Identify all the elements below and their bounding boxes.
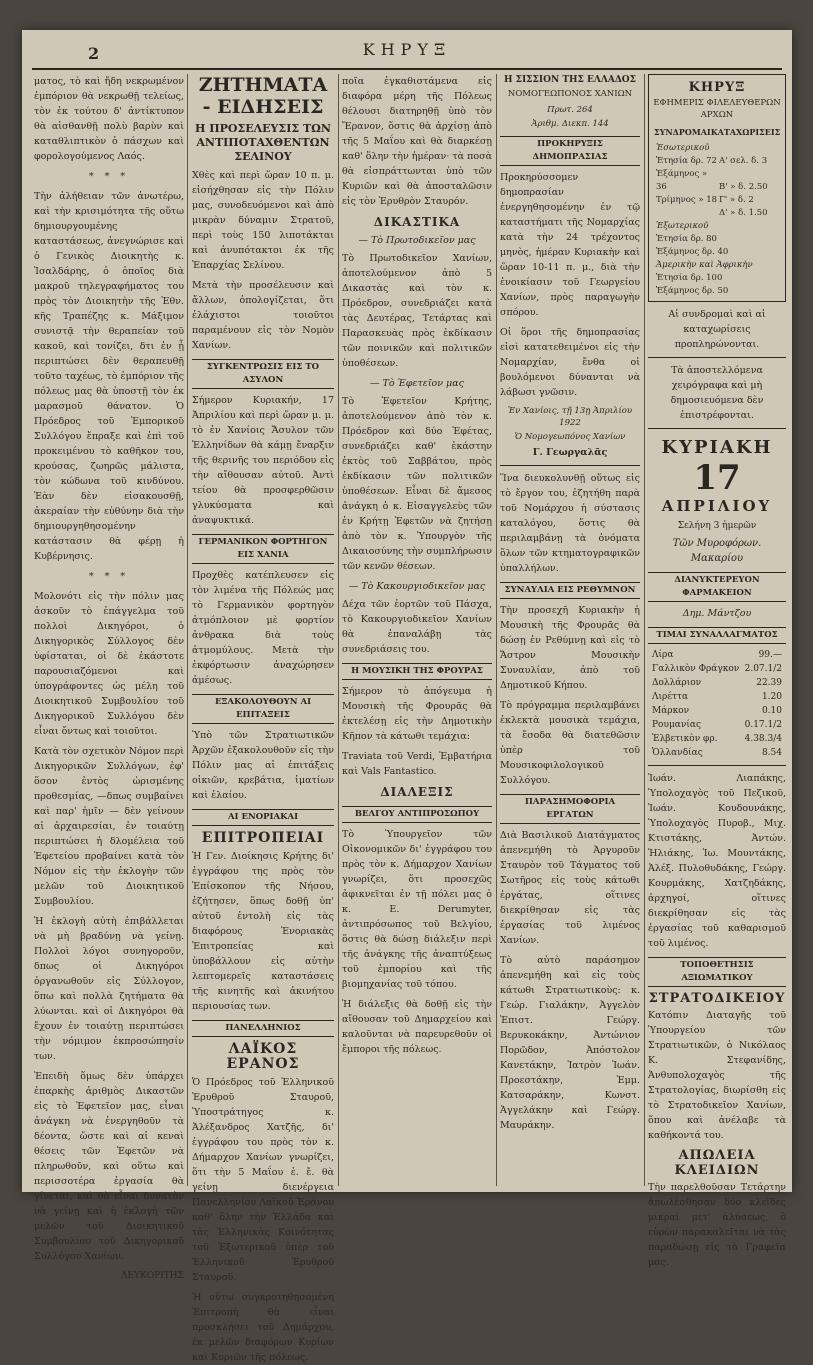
calendar-day: ΚΥΡΙΑΚΗ — [661, 437, 773, 458]
news-subtitle: — Τὸ Πρωτοδικεῖον μας — [358, 235, 476, 246]
news-text: Χθὲς καὶ περὶ ὥραν 10 π. μ. εἰσήχθησαν εἰς τὴν Πόλιν μας, συνοδευόμενοι καὶ ἀπὸ μικρὰν δύναμιν Στρατοῦ, περὶ τοὺς 150 λιποτάκται καὶ ἀνυπότακτοι ἐκ τῆς Ἐπαρχίας Σελίνου. — [192, 170, 334, 271]
exchange-rate-row — [648, 676, 786, 690]
subscription-group: Ἐσωτερικοῦ — [656, 143, 710, 153]
exchange-rate-row — [648, 732, 786, 746]
news-text: Προκηρύσσομεν δημοπρασίαν ἐνεργηθησομένην ἐν τῷ καταστήματι τῆς Νομαρχίας κατὰ τὴν 24 τρέχοντος μηνὸς, ἡμέραν Κυριακὴν καὶ ὥραν 10-11 π. μ., διὰ τὴν ἐνοικίασιν τοῦ Γεωργείου Χανίων, πρὸς παραγωγὴν σπόρου. — [500, 172, 640, 318]
subscription-price: Ἐτησία δρ. 80 — [656, 234, 717, 244]
currency-value: 99.— — [758, 650, 782, 660]
notice-signer-name: Γ. Γεωργαλᾶς — [532, 447, 608, 458]
news-title: Η ΠΡΟΣΕΛΕΥΣΙΣ ΤΩΝ ΑΝΤΙΠΟΤΑΧΘΕΝΤΩΝ ΣΕΛΙΝΟΥ — [195, 122, 331, 163]
news-text: Τὴν παρελθοῦσαν Τετάρτην ἀπωλέσθησαν δύο κλεῖδες μικραὶ μετ' ἁλύσεως, ὁ εὑρὼν παρακαλεῖται νὰ τὰς παραδώσῃ εἰς τὰ Γραφεῖα μας. — [648, 1182, 786, 1268]
saints-of-day: Τῶν Μυροφόρων. Μακαρίου — [672, 538, 762, 564]
news-text: Διὰ Βασιλικοῦ Διατάγματος ἀπενεμήθη τὸ Ἀργυροῦν Σταυρὸν τοῦ Τάγματος τοῦ Σωτῆρος εἰς τοὺς κάτωθι ἐργάτας, οἵτινες διεκρίθησαν εἰς τὰς ἐργασίας τοῦ λιμένος Χανίων. — [500, 830, 640, 946]
news-title: ΑΠΩΛΕΙΑ ΚΛΕΙΔΙΩΝ — [674, 1148, 760, 1178]
column-2 — [192, 74, 334, 1363]
insertion-price: Γ' » δ. 2 — [719, 195, 754, 205]
subscription-table-header — [652, 125, 782, 140]
currency-name: Λίρα — [652, 650, 674, 660]
currency-value: 0.17.1/2 — [744, 720, 782, 730]
section-separator: * * * — [88, 571, 130, 582]
news-text: Τὸ Ὑπουργεῖον τῶν Οἰκονομικῶν δι' ἐγγράφου του πρὸς τὸν κ. Δήμαρχον Χανίων γνωρίζει, ὅτι προσεχῶς ἀφικνεῖται ἐν τῇ πόλει μας ὁ κ. E. Derumyter, ἀντιπρόσωπος τοῦ Βελγίου, ὅστις θὰ δώσῃ διάλεξιν περὶ τῆς ἀνάγκης τῆς ἀναπτύξεως τοῦ ἐμπορίου καὶ τῆς βιομηχανίας τοῦ τόπου. — [342, 829, 492, 990]
section-separator: * * * — [88, 171, 130, 182]
notice-reference: Ἀριθμ. Διεκπ. 144 — [531, 119, 609, 129]
news-title: ΒΕΛΓΟΥ ΑΝΤΙΠΡΟΣΩΠΟΥ — [342, 806, 492, 823]
news-title: ΑΙ ΕΝΟΡΙΑΚΑΙ — [192, 809, 334, 826]
subscription-subtitle: ΕΦΗΜΕΡΙΣ ΦΙΛΕΛΕΥΘΕΡΩΝ ΑΡΧΩΝ — [653, 98, 781, 120]
section-headline: ΖΗΤΗΜΑΤΑ - ΕΙΔΗΣΕΙΣ — [198, 74, 328, 118]
news-text: Ὑπὸ τῶν Στρατιωτικῶν Ἀρχῶν ἐξακολουθοῦν εἰς τὴν Πόλιν μας αἱ ἐπιτάξεις οἰκιῶν, κρεβάτια, ἰματίων καὶ ἐλαίου. — [192, 730, 334, 801]
notice-subheader: ΝΟΜΟΓΕΩΠΟΝΟΣ ΧΑΝΙΩΝ — [507, 89, 633, 99]
page-number: 2 — [88, 44, 100, 63]
news-title: ΔΙΚΑΣΤΙΚΑ — [373, 215, 461, 229]
article-paragraph: Τὴν ἀλήθειαν τῶν ἀνωτέρω, καὶ τὴν κρισιμότητα τῆς οὕτω δημιουργουμένης καταστάσεως, ἀνεγνώρισε καὶ ὁ Γενικὸς Διοικητὴς κ. Ἰσαλδάρης, ὁ ὁποῖος διὰ μακροῦ τηλεγραφήματος του πρὸς τὸν Διοικητὴν τῆς Ἐθν. κῆς Τραπέζης κ. Μάξιμον συνιστᾷ τὴν θεραπείαν τοῦ κακοῦ, καὶ τονίζει, δτι ἐν ᾗ περιπτώσει δὲν θεραπευθῇ τοῦτο ταχέως, τὸ ἐμπόριον τῆς πόλεως μας θὰ ὑποστῇ τὸν ἐκ μαρασμοῦ θάνατον. Ὁ Πρόεδρος τοῦ Ἐμπορικοῦ Συλλόγου ἔπραξε καὶ ἐπὶ τοῦ προκειμένου τὸ καθῆκον του, κρούσας, ζωηρῶς μάλιστα, τὸν κώδωνα τοῦ κινδύνου. Ἐὰν δὲν εἰσακουσθῇ, ἀκεραίαν τὴν εὐθύνην διὰ τὴν δημιουργηθησομένην κατάστασιν θὰ φέρῃ ἡ Κυβέρνησις. — [34, 191, 184, 562]
pharmacy-name: Δημ. Μάντζου — [682, 608, 752, 619]
news-title: ΠΑΡΑΣΗΜΟΦΟΡΙΑ ΕΡΓΑΤΩΝ — [500, 794, 640, 824]
divider — [648, 428, 786, 429]
moon-phase: Σελήνη 3 ἡμερῶν — [677, 521, 757, 531]
news-text: ποῖα ἐγκαθιστάμενα εἰς διαφόρα μέρη τῆς Πόλεως θέλουσι διατηρηθῇ ὑπὸ τὸν Ἔρανον, ὅστις θὰ ἀρχίσῃ ἀπὸ τῆς 5 Μαΐου καὶ θὰ διαρκέσῃ καθ' ὅλην τὴν ἡμέραν· τὰ ποσὰ θὰ εἰσπράττωνται ὑπὸ τῶν Κυριῶν καὶ θὰ ἀποσταλῶσιν εἰς τὸν Ἐρυθρὸν Σταυρόν. — [342, 76, 492, 207]
news-text: Ἰωάν. Λιαπάκης, Ὑπολοχαγὸς τοῦ Πεζικοῦ, Ἰωάν. Κουδουνάκης, Ὑπολοχαγὸς Πυροβ., Μιχ. Κτιστάκης, Ἀντών. Ἠλιάκης, Ἰω. Μουντάκης, Ἀλέξ. Πυλοθυδάκης, Γεώργ. Κουρμάκης, Χατζηδάκης, ἀρχηγοί, οἵτινες διεκρίθησαν εἰς τὰς ἐργασίας τοῦ καθαρισμοῦ τοῦ λιμένος. — [648, 773, 786, 949]
news-text: Δέχα τῶν ἐορτῶν τοῦ Πάσχα, τὸ Κακουργιοδικεῖον Χανίων θὰ ἐπαναλάβῃ τὰς συνεδριάσεις του. — [342, 599, 492, 655]
column-4 — [500, 74, 640, 1186]
subscription-price: Ἐτησία δρ. 72 — [656, 156, 717, 166]
exchange-rates-title: ΤΙΜΑΙ ΣΥΝΑΛΛΑΓΜΑΤΟΣ — [648, 627, 786, 644]
insertion-price: Β' » δ. 2.50 — [719, 182, 768, 192]
newspaper-page — [22, 30, 792, 1363]
news-text: Κατόπιν Διαταγῆς τοῦ Ὑπουργείου τῶν Στρατιωτικῶν, ὁ Νικόλαος Κ. Στεφανίδης, Ἀνθυπολοχαγὸς τῆς Στρατολογίας, διωρίσθη εἰς τὸ Στρατοδικεῖον Χανίων, ὅπου καὶ ἀνέλαβε τὰ καθήκοντά του. — [648, 1010, 786, 1141]
news-text: Οἱ ὅροι τῆς δημοπρασίας εἰσὶ κατατεθειμένοι εἰς τὴν Νομαρχίαν, ἔνθα οἱ βουλόμενοι δύνανται νὰ λάβωσι γνῶσιν. — [500, 327, 640, 398]
news-subtitle: — Τὸ Κακουργιοδικεῖον μας — [348, 581, 486, 592]
divider — [648, 765, 786, 766]
exchange-rate-row — [648, 648, 786, 662]
news-title: ΠΑΝΕΛΛΗΝΙΟΣ — [192, 1020, 334, 1037]
column-divider — [187, 74, 188, 1186]
currency-value: 22.39 — [756, 678, 782, 688]
news-title: Η ΜΟΥΣΙΚΗ ΤΗΣ ΦΡΟΥΡΑΣ — [342, 663, 492, 680]
subscription-note: Αἱ συνδρομαὶ καὶ αἱ καταχωρίσεις προπληρώνονται. — [668, 309, 766, 350]
exchange-rate-row — [648, 704, 786, 718]
news-text: Ἡ διάλεξις θὰ δοθῇ εἰς τὴν αἴθουσαν τοῦ Δημαρχείου καὶ καλοῦνται νὰ παρευρεθοῦν οἱ ἔμποροι τῆς πόλεως. — [342, 999, 492, 1055]
exchange-rate-row — [648, 662, 786, 676]
currency-name: Ἑλβετικὸν φρ. — [652, 734, 718, 744]
subscription-price: Τρίμηνος » 18 — [656, 195, 718, 205]
currency-value: 8.54 — [761, 748, 782, 758]
currency-name: Ὁλλανδίας — [652, 748, 703, 758]
article-paragraph: Ἐπειδὴ ὅμως δὲν ὑπάρχει ἐπαρκὴς ἀριθμὸς Δικαστῶν εἰς τὸ Ἐφετεῖον μας, εἶναι ἀνάγκη νὰ ἐνεργηθοῦν τὰ δέοντα, ὥστε καὶ αἱ κεναὶ θέσεις τῶν Ἐφετῶν νὰ πληρωθοῦν, καὶ οὕτω καὶ περισσοτέρα ἐργασία θὰ γίνεται, καὶ θὰ εἶναι δυνατὸν νὰ γείνῃ καὶ ἡ ἐκλογὴ τῶν μελῶν τοῦ Διοικητικοῦ Συμβουλίου τοῦ Δικηγορικοῦ Συλλόγου Χανίων. — [34, 1071, 184, 1262]
article-paragraph: ματος, τὸ καὶ ἤδη νεκρωμένον ἐμπόριον θὰ νεκρωθῇ τελείως, τὸν ἐκ τούτου δ' ἀντίκτυπον θὰ αἰσθανθῇ πολὺ βαρὺν καὶ καταθλιπτικὸν ὁ πάσχων καὶ φορολογούμενος Λαός. — [34, 76, 184, 162]
subscription-price: Ἑξάμηνος » 36 — [656, 169, 708, 192]
subscription-note: Τὰ ἀποστελλόμενα χειρόγραφα καὶ μὴ δημοσιευόμενα δὲν ἐπιστρέφονται. — [670, 365, 764, 421]
divider — [500, 465, 640, 466]
news-text: Ἵνα διευκολυνθῇ οὕτως εἰς τὸ ἔργον του, ἐζητήθη παρὰ τοῦ Νομάρχου ἡ σύστασις καταλόγου, ὅστις θὰ περιλαμβάνῃ τὰ ὀνόματα ὅλων τῶν κτηματογραφικῶν ὑπαλλήλων. — [500, 473, 640, 574]
news-text: Ὁ Πρόεδρος τοῦ Ἑλληνικοῦ Ἐρυθροῦ Σταυροῦ, Ὑποστράτηγος κ. Ἀλέξανδρος Χατζῆς, δι' ἐγγράφου του πρὸς τὸν κ. Δήμαρχον Χανίων γνωρίζει, ὅτι τὴν 5 Μαΐου ἐ. ἔ. θὰ γείνῃ διενέργεια Πανελληνίου Λαϊκοῦ Ἐράνου καθ' ὅλην τὴν Ἑλλάδα καὶ τὰς Ἑλληνικὰς Κοινότητας τοῦ Ἐξωτερικοῦ ὑπὲρ τοῦ Ἑλληνικοῦ Ἐρυθροῦ Σταυροῦ. — [192, 1077, 334, 1283]
article-paragraph: Κατὰ τὸν σχετικὸν Νόμον περὶ Δικηγορικῶν Συλλόγων, ἐφ' ὅσον ἐντὸς ὡρισμένης προθεσμίας, —δπως συμβαίνει καὶ παρ' ἡμῖν — δὲν γείνουν αἱ ἀρχαιρεσίαι, ἐν τοιαύτῃ περιπτώσει ἡ δλομέλεια τοῦ Ἐφετείου προβαίνει κατὰ τὸν Νόμον εἰς τὴν ἐκλογὴν τῶν μελῶν τοῦ Διοικητικοῦ Συμβουλίου. — [34, 746, 184, 907]
exchange-rate-row — [648, 718, 786, 732]
news-subtitle: — Τὸ Ἐφετεῖον μας — [370, 378, 464, 389]
column-3 — [342, 74, 492, 1186]
currency-value: 1.20 — [761, 692, 782, 702]
currency-name: Ρουμανίας — [652, 720, 701, 730]
news-title: ΛΑΪΚΟΣ ΕΡΑΝΟΣ — [226, 1041, 300, 1072]
paper-title: ΚΗΡΥΞ — [362, 40, 452, 59]
subscription-price: Ἑξάμηνος δρ. 50 — [656, 286, 729, 296]
news-text: Τὸ αὐτὸ παράσημον ἀπενεμήθη καὶ εἰς τοὺς κάτωθι Στρατιωτικοὺς: κ. Γεώρ. Γιαλάκην, Ἀγγελὸν Ἐπιστ. Γεώργ. Βερυκοκάκην, Ἀντώνιον Πορῶδον, Ἀπόστολον Κανετάκην, Ἰατρὸν Ἰωάν. Προεστάκην, Ἐμμ. Κατσαράκην, Κωνστ. Ἀγγελάκην καὶ Γεώργ. Μαυράκην. — [500, 955, 640, 1131]
column-divider — [338, 74, 339, 1186]
currency-value: 4.38.3/4 — [744, 734, 782, 744]
news-text: Σήμερον τὸ ἀπόγευμα ἡ Μουσικὴ τῆς Φρουρᾶς θὰ ἐκτελέσῃ εἰς τὴν Δημοτικὴν Κῆπον τὰ κάτωθι τεμάχια: — [342, 686, 492, 742]
news-text: Τὸ Πρωτοδικεῖον Χανίων, ἀποτελούμενον ἀπὸ 5 Δικαστὰς καὶ τὸν κ. Πρόεδρον, συνεδριάζει κατὰ τὰς Δευτέρας, Τετάρτας καὶ Παρασκευὰς πρὸς ἐκδίκασιν τῶν ποινικῶν καὶ πολιτικῶν ὑποθέσεων. — [342, 253, 492, 369]
subscription-row — [652, 155, 782, 168]
news-title: ΓΕΡΜΑΝΙΚΟΝ ΦΟΡΤΗΓΟΝ ΕΙΣ ΧΑΝΙΑ — [192, 534, 334, 564]
news-title: ΕΞΑΚΟΛΟΥΘΟΥΝ ΑΙ ΕΠΙΤΑΞΕΙΣ — [192, 694, 334, 724]
notice-signer-role: Ὁ Νομογεωπόνος Χανίων — [514, 432, 626, 442]
news-text: Τὸ πρόγραμμα περιλαμβάνει ἐκλεκτὰ μουσικὰ τεμάχια, τὰ ἔσοδα θὰ διατεθῶσιν ὑπὲρ τοῦ Μουσικοφιλολογικοῦ Συλλόγου. — [500, 700, 640, 786]
notice-header: Η ΣΙΣΣΙΟΝ ΤΗΣ ΕΛΛΑΔΟΣ — [503, 75, 637, 85]
news-text: Traviata τοῦ Verdi, Ἐμβατήρια καὶ Vals Fantastico. — [342, 751, 492, 777]
news-text: Ἡ οὕτω συγκροτηθησομένη Ἐπιτροπὴ θὰ εἶναι προσκλήσει τοῦ Δημάρχου, ἐκ μελῶν διαφόρων Κυρίων καὶ Κυριῶν τῆς πόλεως. — [192, 1292, 334, 1363]
currency-name: Μάρκον — [652, 706, 690, 716]
article-paragraph: Μολονότι εἰς τὴν πόλιν μας ἀσκοῦν τὸ ἐπάγγελμα τοῦ πολλοὶ Δικηγόροι, ὁ Δικηγορικὸς Σύλλογος δὲν ὑφίσταται, οἱ δὲ ἑκάστοτε παρουσιαζόμενοι καὶ ὑπογράφοντες ὡς μέλη τοῦ Διοικητικοῦ Συμβουλίου τοῦ Δικηγορικοῦ Συλλόγου δὲν εἶναι ὄντως καὶ τοιοῦτοι. — [34, 591, 184, 737]
exchange-rate-row — [648, 746, 786, 760]
exchange-rate-row — [648, 690, 786, 704]
subscriptions-heading: ΣΥΝΔΡΟΜΑΙ — [654, 127, 711, 137]
currency-name: Λιρέττα — [652, 692, 689, 702]
pharmacy-title: ΔΙΑΝΥΚΤΕΡΕΥΟΝ ΦΑΡΜΑΚΕΙΟΝ — [648, 572, 786, 602]
news-text: Ἡ Γεν. Διοίκησις Κρήτης δι' ἐγγράφου της πρὸς τὸν Ἐπίσκοπον τῆς Νήσου, ἐζήτησεν, ὅπως δοθῇ ὑπ' αὐτοῦ ἐντολὴ εἰς τὰς διαφόρους Ἐνοριακὰς Ἐπιτροπείας καὶ ὑποβάλλουν εἰς αὐτὴν λεπτομερεῖς καταστάσεις τῆς κινητῆς καὶ ἀκινήτου περιουσίας των. — [192, 851, 334, 1012]
masthead — [22, 30, 792, 70]
column-divider — [644, 74, 645, 1186]
notice-reference: Πρωτ. 264 — [547, 105, 593, 115]
calendar-date: 17 — [693, 458, 741, 498]
news-text: Σήμερον Κυριακήν, 17 Ἀπριλίου καὶ περὶ ὥραν μ. μ. τὸ ἐν Χανίοις Ἄσυλον τῶν Ἑλληνίδων θὰ κάμῃ ἔναρξιν τῆς θερινῆς του περιόδου εἰς τὴν αἴθουσαν αὐτοῦ. Ἀντὶ τείου θὰ προσφερθῶσιν γλυκύσματα καὶ ἀναψυκτικά. — [192, 395, 334, 526]
currency-value: 0.10 — [761, 706, 782, 716]
news-title: ΤΟΠΟΘΕΤΗΣΙΣ ΑΞΙΩΜΑΤΙΚΟΥ — [648, 957, 786, 987]
news-title: ΠΡΟΚΗΡΥΞΙΣ ΔΗΜΟΠΡΑΣΙΑΣ — [500, 136, 640, 166]
news-text: Τὴν προσεχῆ Κυριακὴν ἡ Μουσικὴ τῆς Φρουρᾶς θὰ δώσῃ ἐν Ρεθύμνῃ καὶ εἰς τὸ Ἄστρον Μουσικὴν Συναυλίαν, ἀπὸ τοῦ Δημοτικοῦ Κήπου. — [500, 605, 640, 691]
subscription-title: ΚΗΡΥΞ — [688, 80, 746, 95]
news-title: ΣΥΝΑΥΛΙΑ ΕΙΣ ΡΕΘΥΜΝΟΝ — [500, 582, 640, 599]
masthead-rule — [32, 68, 782, 70]
subscription-row — [652, 194, 782, 207]
calendar-month: ΑΠΡΙΛΙΟΥ — [661, 497, 773, 515]
news-text: Μετὰ τὴν προσέλευσιν καὶ ἄλλων, ὁπολογίζεται, ὅτι ἐλάχιστοι τοιοῦτοι παραμένουν εἰς τὸν Νομὸν Χανίων. — [192, 280, 334, 351]
news-title: ΕΠΙΤΡΟΠΕΙΑΙ — [201, 830, 325, 846]
notice-date: Ἐν Χανίοις, τῇ 13ῃ Ἀπριλίου 1922 — [507, 406, 633, 428]
subscription-row — [652, 168, 782, 194]
column-divider — [496, 74, 497, 1186]
news-text: Προχθὲς κατέπλευσεν εἰς τὸν λιμένα τῆς Πόλεώς μας τὸ Γερμανικὸν φορτηγὸν ἀτμόπλοιον μὲ φορτίον ἀνθρακα διὰ τοὺς ἀτμομύλους. Μετὰ τὴν ἐκφόρτωσιν ἀναχώρησεν ἀμέσως. — [192, 570, 334, 686]
subscription-group: Ἀμερικὴν καὶ Ἀφρικὴν — [656, 260, 753, 270]
currency-value: 2.07.1/2 — [744, 664, 782, 674]
currency-name: Γαλλικὸν Φράγκον — [652, 664, 740, 674]
currency-name: Δολλάριον — [652, 678, 702, 688]
exchange-rates-table — [648, 648, 786, 760]
subscription-price: Ἑξάμηνος δρ. 40 — [656, 247, 729, 257]
subscription-price: Ἐτησία δρ. 100 — [656, 273, 723, 283]
news-text: Τὸ Ἐφετεῖον Κρήτης, ἀποτελούμενον ἀπὸ τὸν κ. Πρόεδρον καὶ δύο Ἐφέτας, συνεδριάζει καθ' ἑκάστην ἐκτὸς τοῦ Σαββάτου, πρὸς ἐκδίκασιν τῶν πολιτικῶν ὑποθέσεων. Εἶναι δὲ ἄμεσος ἀνάγκη ὁ κ. Εἰσαγγελεὺς τῶν ἐν Κρήτῃ Ἐφετῶν νὰ ζητήσῃ ἀπὸ τὸν κ. Ὑπουργὸν τῆς Δικαιοσύνης τὴν συμπλήρωσιν τῶν κενῶν θέσεων. — [342, 396, 492, 572]
column-1 — [34, 74, 184, 1281]
news-title: ΣΤΡΑΤΟΔΙΚΕΙΟΥ — [648, 991, 786, 1006]
article-paragraph: Ἡ ἐκλογὴ αὐτὴ ἐπιβάλλεται νὰ μὴ βραδύνῃ νὰ γείνῃ. Πολλοὶ λόγοι συνηγοροῦν, δπως οἱ Δικηγόροι ὀργανωθοῦν εἰς Σύλλογον, ὅπω καὶ πολλὰ ζητήματα θὰ λύωνται. καὶ οἱ Δικηγόροι θὰ ἔχουν ἐν τοιαύτῃ περιπτώσει τὴν νόμιμον ἐκπροσώπησίν των. — [34, 916, 184, 1062]
subscription-group: Ἐξωτερικοῦ — [656, 221, 709, 231]
subscription-row — [652, 207, 782, 220]
subscription-box — [648, 74, 786, 302]
insertion-price: Α' σελ. δ. 3 — [719, 156, 768, 166]
divider — [648, 357, 786, 358]
insertions-heading: ΚΑΤΑΧΩΡΙΣΕΙΣ — [710, 127, 781, 137]
news-title: ΣΥΓΚΕΝΤΡΩΣΙΣ ΕΙΣ ΤΟ ΑΣΥΛΟΝ — [192, 359, 334, 389]
column-5 — [648, 74, 786, 1268]
news-title: ΔΙΑΛΕΞΙΣ — [380, 785, 454, 799]
article-signature: ΛΕΥΚΟΡΙΤΗΣ — [121, 1271, 184, 1281]
insertion-price: Δ' » δ. 1.50 — [719, 208, 768, 218]
